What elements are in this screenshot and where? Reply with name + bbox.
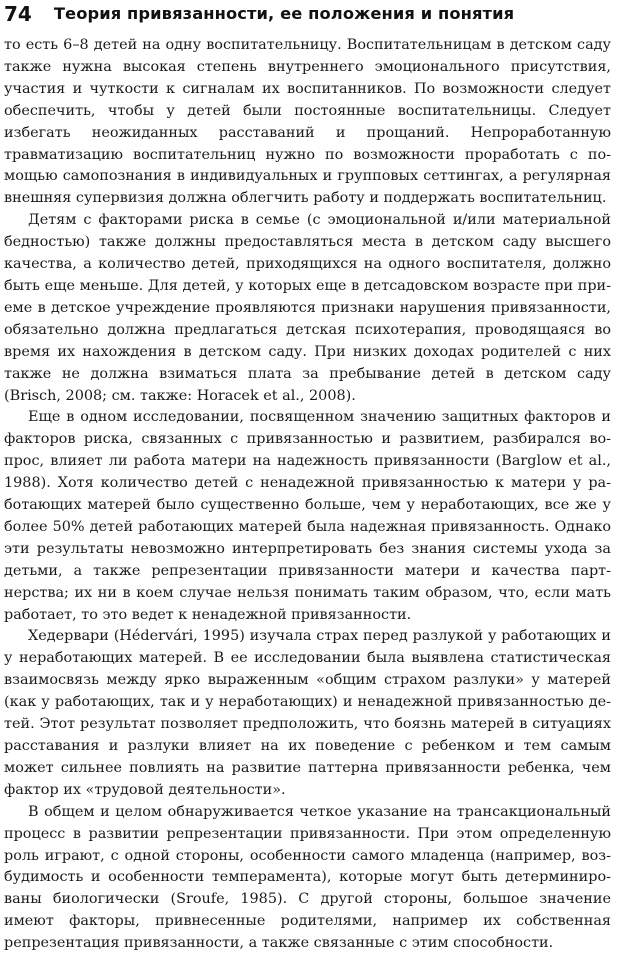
page-number: 74: [4, 2, 32, 26]
paragraph-hedervari-study: Хедервари (Hédervári, 1995) изучала страх перед разлукой у работающих и у неработающих матерей. В ее исследовании была выявлена статистическая взаимосвязь между ярко выраженным «общим страхом разлуки» у матерей (как у работающих, так и у неработающих) и ненадежной привязанностью детей. Этот результат позволяет предположить, что боязнь матерей в ситуациях расставания и разлуки влияет на их поведение с ребенком и тем самым может сильнее повлиять на развитие паттерна привязанности ребенка, чем фактор их «трудовой деятельности».: [4, 628, 611, 798]
paragraph-continuation: то есть 6–8 детей на одну воспитательницу. Воспитательницам в детском саду также нужна высокая степень внутреннего эмоционального присутствия, участия и чуткости к сигналам их воспитанников. По возможности следует обеспечить, чтобы у детей были постоянные воспитательницы. Следует избегать неожиданных расставаний и прощаний. Непроработанную травматизацию воспитательниц нужно по возможности проработать с помощью самопознания в индивидуальных и групповых сеттингах, а регулярная внешняя супервизия должна облегчить работу и поддержать воспитательниц.: [4, 37, 611, 207]
paragraph-risk-factors: Детям с факторами риска в семье (с эмоциональной и/или материальной бедностью) также должны предоставляться места в детском саду высшего качества, а количество детей, приходящихся на одного воспитателя, должно быть еще меньше. Для детей, у которых еще в детсадовском возрасте при приеме в детское учреждение проявляются признаки нарушения привязанности, обязательно должна предлагаться детская психотерапия, проводящаяся во время их нахождения в детском саду. При низких доходах родителей с них также не должна взиматься плата за пребывание детей в детском саду (Brisch, 2008; см. также: Horacek et al., 2008).: [4, 212, 611, 404]
paragraph-transactional-process: В общем и целом обнаруживается четкое указание на трансакциональный процесс в развитии репрезентации привязанности. При этом определенную роль играют, с одной стороны, особенности самого младенца (например, возбудимость и особенности темперамента), которые могут быть детерминированы биологически (Sroufe, 1985). С другой стороны, большое значение имеют факторы, привнесенные родителями, например их собственная репрезентация привязанности, а также связанные с этим способности.: [4, 803, 611, 952]
paragraph-working-mothers-study: Еще в одном исследовании, посвященном значению защитных факторов и факторов риска, связанных с привязанностью и развитием, разбирался вопрос, влияет ли работа матери на надежность привязанности (Barglow et al., 1988). Хотя количество детей с ненадежной привязанностью к матери у работающих матерей было существенно больше, чем у неработающих, все же у более 50% детей работающих матерей была надежная привязанность. Однако эти результаты невозможно интерпретировать без знания системы ухода за детьми, а также репрезентации привязанности матери и качества партнерства; их ни в коем случае нельзя понимать таким образом, что, если мать работает, то это ведет к ненадежной привязанности.: [4, 409, 611, 623]
running-title: Теория привязанности, ее положения и понятия: [53, 4, 515, 23]
running-header: [4, 0, 611, 35]
body-text: [4, 35, 611, 955]
